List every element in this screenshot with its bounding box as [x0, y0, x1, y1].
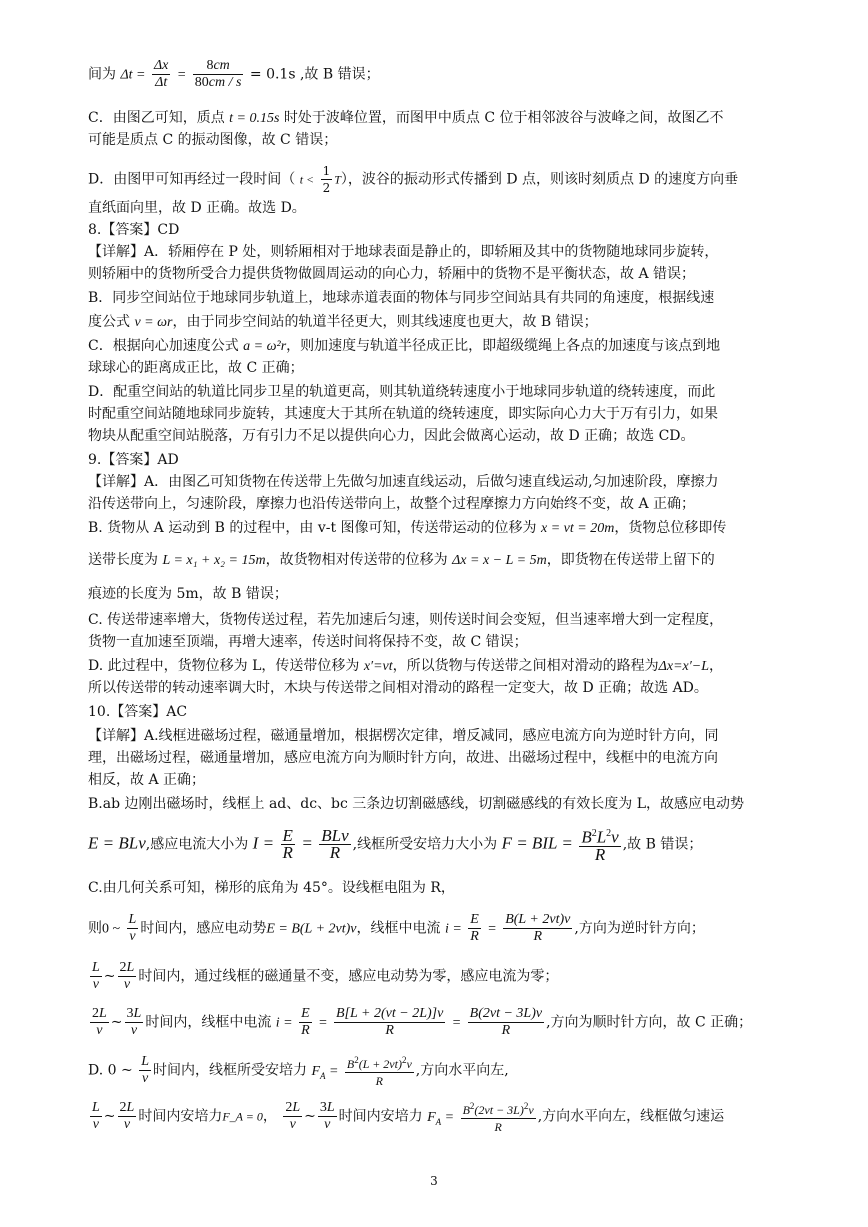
fraction: $\frac{B[L + 2(vt - 2L)]v}{R}$ [336, 1006, 444, 1038]
line-text: ,故 B 错误； [299, 66, 380, 83]
line-text: C．根据向心加速度公式 [88, 338, 244, 354]
line-text: 时间内，感应电动势 [140, 920, 267, 937]
answer-heading-9: 9.【答案】AD [88, 452, 179, 468]
fraction: $\frac{E}{R}$ [282, 825, 293, 862]
line-text: ,方向水平向左, [415, 1062, 509, 1079]
line-text: ，即货物在传送带上留下的 [546, 552, 715, 568]
formula: E = B(L + 2vt)v [266, 921, 357, 937]
formula: Δt = [120, 67, 146, 83]
fraction: $\frac{\text{BLv}}{R}$ [321, 825, 349, 862]
text-line-21: 痕迹的长度为 5m，故 B 错误； [88, 586, 288, 602]
formula: ~ [103, 1108, 116, 1125]
formula: $F_A$ = [427, 1109, 455, 1127]
fraction: $\frac{L}{v}$ [128, 912, 137, 944]
text-line-15: 物块从配重空间站脱落，万有引力不足以提供向心力，因此会做离心运动，故 D 正确；故选 CD。 [88, 428, 695, 444]
formula: F = BIL = [501, 833, 573, 853]
line-text: ， [709, 658, 724, 674]
fraction: $\frac{8cm}{80cm / s}$ [194, 58, 242, 90]
text-line-23: 货物一直加速至顶端，再增大速率，传送时间将保持不变，故 C 错误； [88, 634, 528, 650]
fraction: $\frac{\Delta x}{\Delta t}$ [153, 58, 169, 90]
line-text: ，则加速度与轨道半径成正比，即超级缆绳上各点的加速度与该点到地 [286, 338, 721, 354]
text-line-5: 直纸面向里，故 D 正确。故选 D。 [88, 200, 306, 216]
text-line-24 [88, 656, 788, 677]
line-text: ，由于同步空间站的轨道半径更大，则其线速度也更大，故 B 错误； [172, 314, 598, 330]
text-line-36 [88, 1052, 788, 1089]
text-line-31 [88, 826, 788, 863]
formula: I = [252, 833, 275, 853]
formula: t = 0.15s [229, 111, 280, 126]
formula: F_A = 0 [222, 1109, 263, 1124]
formula: t < [299, 172, 315, 187]
text-line-33 [88, 912, 788, 945]
fraction: $\frac{2L}{v}$ [285, 1100, 301, 1132]
formula: = [301, 833, 313, 853]
fraction: $\frac{B(2vt - 3L)v}{R}$ [469, 1006, 543, 1038]
text-line-2 [88, 108, 788, 129]
formula: 0 ~ [103, 1062, 133, 1079]
fraction: $\frac{L}{v}$ [141, 1054, 149, 1086]
text-line-29: 相反，故 A 正确； [88, 772, 206, 788]
formula: a = ω²r [243, 339, 287, 354]
line-text: D. [88, 1062, 104, 1079]
fraction: $\frac{B^2(2vt - 3L)^2v}{R}$ [461, 1098, 536, 1135]
line-text: ,方向为逆时针方向； [574, 920, 705, 937]
text-line-3: 可能是质点 C 的振动图像，故 C 错误； [88, 132, 338, 148]
line-text: ，故货物相对传送带的位移为 [265, 552, 453, 568]
formula: Δx = x − L = 5m [452, 553, 547, 568]
fraction: $\frac{B(L + 2vt)v}{R}$ [505, 912, 571, 944]
text-line-10 [88, 312, 788, 333]
formula: 0 ~ [102, 921, 121, 937]
line-text: D. 此过程中，货物位移为 L，传送带位移为 [88, 658, 364, 674]
text-line-8: 则轿厢中的货物所受合力提供货物做圆周运动的向心力，轿厢中的货物不是平衡状态，故 A 错误； [88, 266, 696, 282]
formula: E = BLv [88, 833, 146, 853]
answer-heading-8: 8.【答案】CD [88, 222, 180, 238]
formula: = [451, 1015, 462, 1031]
text-line-7: 【详解】A．轿厢停在 P 处，则轿厢相对于地球表面是静止的，即轿厢及其中的货物随地球同步旋转， [88, 244, 719, 260]
formula: T [334, 172, 341, 187]
formula: = 0.1s [249, 66, 296, 83]
formula: i = [444, 921, 462, 937]
text-line-28: 理，出磁场过程，磁通量增加，感应电流方向为顺时针方向，故进、出磁场过程中，线框中的电流方向 [88, 750, 718, 766]
formula: Δx=x′−L [658, 659, 710, 674]
formula: i = [275, 1015, 293, 1031]
text-line-14: 时配重空间站随地球同步旋转，其速度大于其所在轨道的绕转速度，即实际向心力大于万有引力，如果 [88, 406, 718, 422]
fraction: $\frac{3L}{v}$ [319, 1100, 335, 1132]
formula: x′=vt [363, 659, 393, 674]
fraction: $\frac{B^2(L + 2vt)^2v}{R}$ [345, 1052, 414, 1089]
page-number: 3 [430, 1174, 438, 1188]
fraction: $\frac{L}{v}$ [92, 1100, 100, 1132]
line-text: D．由图甲可知再经过一段时间（ [88, 171, 296, 188]
line-text: 时间内，线框所受安培力 [152, 1062, 307, 1079]
line-text: 时间内，线框中电流 [145, 1014, 272, 1031]
line-text: ,线框所受安培力大小为 [352, 836, 498, 853]
line-text: ，所以货物与传送带之间相对滑动的路程为 [392, 658, 659, 674]
line-text: ,故 B 错误； [622, 836, 703, 853]
fraction: $\frac{2L}{v}$ [119, 1100, 135, 1132]
line-text: ,感应电流大小为 [145, 836, 249, 853]
fraction: $\frac{E}{R}$ [301, 1006, 310, 1038]
text-line-27: 【详解】A.线框进磁场过程，磁通量增加，根据楞次定律，增反减同，感应电流方向为逆时针方向，同 [88, 728, 719, 744]
line-text: ，货物总位移即传 [614, 520, 727, 536]
text-line-12: 球球心的距离成正比，故 C 正确； [88, 360, 304, 376]
formula: = [487, 921, 497, 937]
text-line-25: 所以传送带的转动速率调大时，木块与传送带之间相对滑动的路程一定变大，故 D 正确；故选 AD。 [88, 680, 708, 696]
line-text: ， [262, 1108, 277, 1125]
text-line-4 [88, 163, 788, 196]
line-text: 度公式 [88, 314, 135, 330]
text-line-32: C.由几何关系可知，梯形的底角为 45°。设线框电阻为 R， [88, 880, 455, 896]
fraction: $\frac{B^2L^2v}{R}$ [581, 827, 619, 864]
fraction: $\frac{2L}{v}$ [92, 1006, 107, 1038]
formula: $F_A$ = [311, 1063, 339, 1081]
formula: = [176, 67, 187, 83]
line-text: 时间内安培力 [138, 1108, 223, 1125]
formula: L = x₁ + x₂ = 15m [162, 553, 266, 568]
line-text: 则 [88, 920, 102, 937]
text-line-20 [88, 550, 788, 571]
text-line-30: B.ab 边刚出磁场时，线框上 ad、dc、bc 三条边切割磁感线，切割磁感线的有效长度为 L，故感应电动势 [88, 796, 745, 812]
formula: x = vt = 20m [541, 521, 615, 536]
line-text: 间为 [88, 66, 116, 83]
text-line-19 [88, 518, 788, 539]
line-text: 送带长度为 [88, 552, 163, 568]
line-text: ），波谷的振动形式传播到 D 点，则该时刻质点 D 的速度方向垂 [340, 171, 739, 188]
line-text: B. 货物从 A 运动到 B 的过程中，由 v-t 图像可知，传送带运动的位移为 [88, 520, 542, 536]
fraction: $\frac{1}{2}$ [322, 164, 331, 195]
answer-heading-10: 10.【答案】AC [88, 704, 188, 720]
line-text: ,方向水平向左，线框做匀速运 [537, 1108, 725, 1125]
formula: ~ [103, 968, 116, 985]
text-line-18: 沿传送带向上，匀速阶段，摩擦力也沿传送带向上，故整个过程摩擦力方向始终不变，故 A 正确； [88, 496, 696, 512]
fraction: $\frac{3L}{v}$ [126, 1006, 142, 1038]
line-text: C．由图乙可知，质点 [88, 110, 230, 126]
text-line-11 [88, 336, 788, 357]
line-text: 时处于波峰位置，而图甲中质点 C 位于相邻波谷与波峰之间，故图乙不 [279, 110, 724, 126]
text-line-17: 【详解】A．由图乙可知货物在传送带上先做匀加速直线运动，后做匀速直线运动,匀加速阶段，摩擦力 [88, 474, 719, 490]
text-line-22: C. 传送带速率增大，货物传送过程，若先加速后匀速，则传送时间会变短，但当速率增大到一定程度， [88, 612, 724, 628]
fraction: $\frac{E}{R}$ [470, 912, 479, 944]
line-text: ，线框中电流 [356, 920, 441, 937]
line-text: ,方向为顺时针方向，故 C 正确； [546, 1014, 753, 1031]
formula: ~ [110, 1014, 123, 1031]
formula: ~ [304, 1108, 316, 1125]
text-line-13: D．配重空间站的轨道比同步卫星的轨道更高，则其轨道绕转速度小于地球同步轨道的绕转速度，而此 [88, 384, 716, 400]
text-line-34 [88, 960, 788, 993]
formula: v = ωr [134, 315, 173, 330]
line-text: 时间内，通过线框的磁通量不变，感应电动势为零，感应电流为零； [138, 968, 559, 985]
text-line-37 [88, 1098, 788, 1135]
text-line-9: B．同步空间站位于地球同步轨道上，地球赤道表面的物体与同步空间站具有共同的角速度，根据线速 [88, 290, 715, 306]
formula: = [318, 1015, 328, 1031]
text-line-35 [88, 1006, 788, 1039]
fraction: $\frac{L}{v}$ [92, 960, 100, 992]
line-text: 时间内安培力 [338, 1108, 423, 1125]
text-line-1 [88, 58, 788, 91]
fraction: $\frac{2L}{v}$ [119, 960, 135, 992]
